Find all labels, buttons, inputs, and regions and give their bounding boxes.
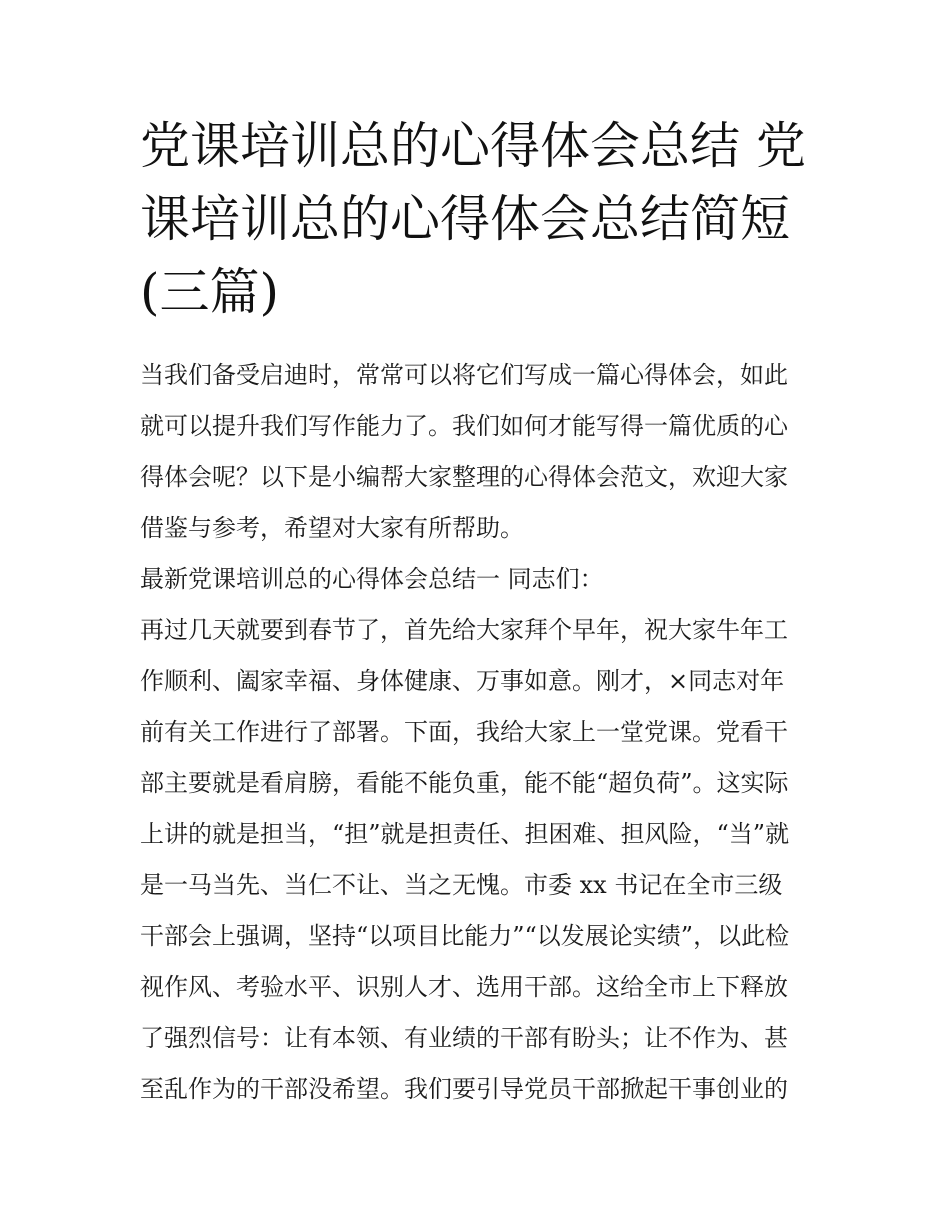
- body-line-3: 得体会呢？以下是小编帮大家整理的心得体会范文，欢迎大家: [140, 463, 788, 491]
- title-line-2: 课培训总的心得体会总结简短: [140, 190, 790, 248]
- body-line-13: 视作风、考验水平、识别人才、选用干部。这给全市上下释放: [140, 973, 788, 1001]
- document-body: [140, 350, 820, 1115]
- body-line-7: 作顺利、阖家幸福、身体健康、万事如意。刚才，×同志对年: [140, 667, 785, 695]
- title-line-1: 党课培训总的心得体会总结 党: [140, 117, 806, 175]
- body-line-12: 干部会上强调，坚持“以项目比能力”“以发展论实绩”，以此检: [140, 922, 790, 950]
- body-line-10: 上讲的就是担当，“担”就是担责任、担困难、担风险，“当”就: [140, 820, 790, 848]
- title-line-3: (三篇): [140, 263, 280, 321]
- document-title: [140, 110, 820, 329]
- body-line-15: 至乱作为的干部没希望。我们要引导党员干部掀起干事创业的: [140, 1075, 788, 1103]
- body-line-11: 是一马当先、当仁不让、当之无愧。市委 xx 书记在全市三级: [140, 871, 783, 899]
- body-line-1: 当我们备受启迪时，常常可以将它们写成一篇心得体会，如此: [140, 361, 788, 389]
- body-line-2: 就可以提升我们写作能力了。我们如何才能写得一篇优质的心: [140, 412, 788, 440]
- body-line-8: 前有关工作进行了部署。下面，我给大家上一堂党课。党看干: [140, 718, 788, 746]
- body-line-14: 了强烈信号：让有本领、有业绩的干部有盼头；让不作为、甚: [140, 1024, 788, 1052]
- body-line-4: 借鉴与参考，希望对大家有所帮助。: [140, 514, 524, 542]
- body-line-9: 部主要就是看肩膀，看能不能负重，能不能“超负荷”。这实际: [140, 769, 789, 797]
- section-heading-line: 最新党课培训总的心得体会总结一 同志们：: [140, 565, 604, 593]
- body-line-6: 再过几天就要到春节了，首先给大家拜个早年，祝大家牛年工: [140, 616, 788, 644]
